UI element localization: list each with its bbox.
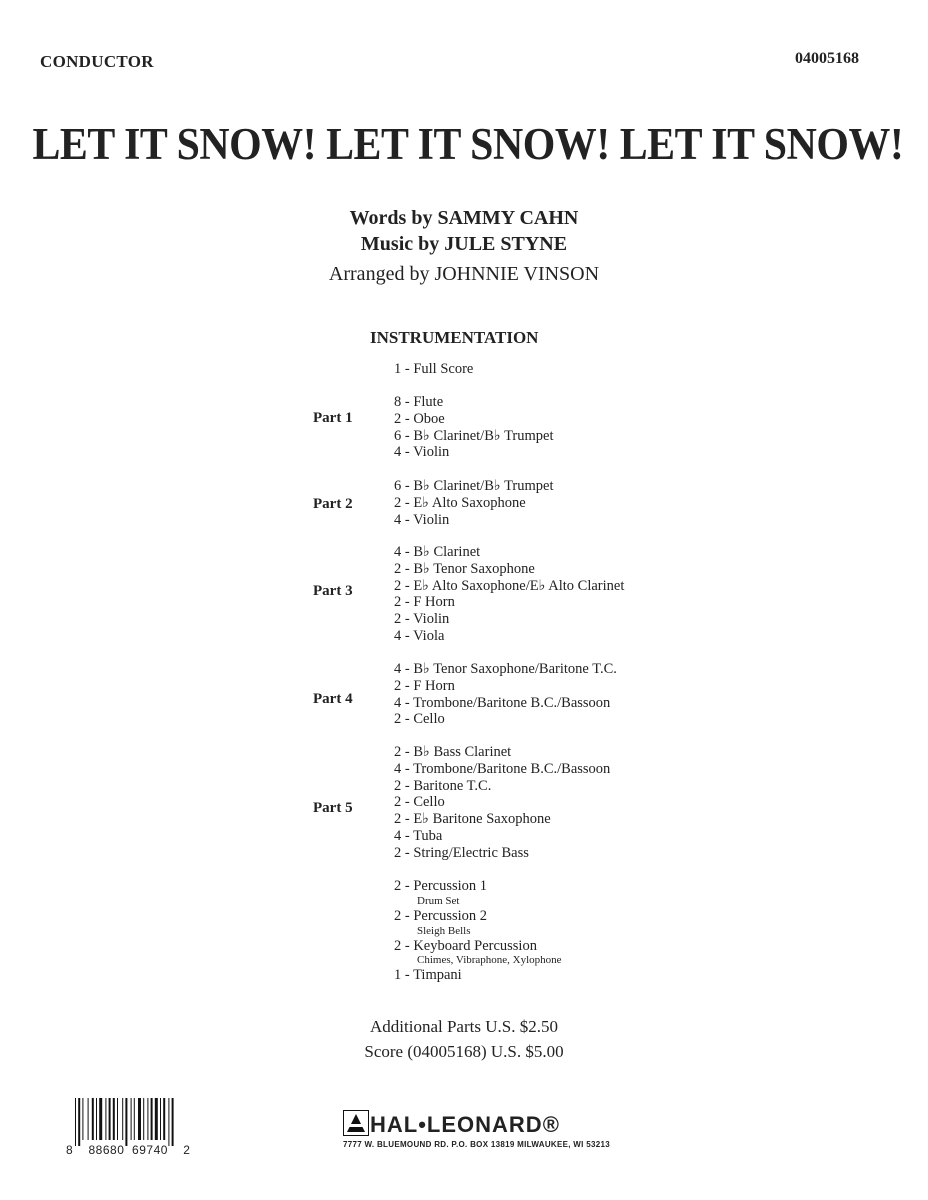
list-item: 2 - Keyboard Percussion bbox=[394, 937, 537, 954]
list-item: 6 - B♭ Clarinet/B♭ Trumpet bbox=[394, 478, 554, 494]
list-item: 2 - Violin bbox=[394, 611, 450, 628]
list-item: 2 - Cello bbox=[394, 794, 445, 811]
part-4-label: Part 4 bbox=[313, 691, 353, 707]
conductor-label: CONDUCTOR bbox=[40, 52, 154, 71]
song-title: LET IT SNOW! LET IT SNOW! LET IT SNOW! bbox=[32, 119, 904, 169]
list-item: 6 - B♭ Clarinet/B♭ Trumpet bbox=[394, 427, 554, 444]
list-item: 2 - B♭ Tenor Saxophone bbox=[394, 560, 535, 577]
part-5-label: Part 5 bbox=[313, 800, 353, 816]
list-item: 4 - Viola bbox=[394, 627, 445, 644]
arranger-credit: Arranged by JOHNNIE VINSON bbox=[328, 263, 600, 285]
list-item: 2 - Oboe bbox=[394, 410, 445, 427]
percussion-list bbox=[394, 878, 562, 984]
list-item-sub: Drum Set bbox=[417, 894, 460, 907]
publisher-name: HAL•LEONARD® bbox=[370, 1112, 560, 1137]
list-item: 4 - Trombone/Baritone B.C./Bassoon bbox=[394, 760, 611, 777]
full-score-line: 1 - Full Score bbox=[394, 361, 474, 377]
list-item: 2 - E♭ Alto Saxophone/E♭ Alto Clarinet bbox=[394, 577, 625, 594]
list-item: 2 - E♭ Baritone Saxophone bbox=[394, 811, 551, 828]
list-item: 2 - B♭ Bass Clarinet bbox=[394, 744, 512, 760]
list-item: 1 - Timpani bbox=[394, 967, 462, 984]
list-item: 4 - Tuba bbox=[394, 827, 443, 844]
credits bbox=[0, 205, 928, 289]
part-1-list bbox=[394, 394, 554, 461]
part-3-list bbox=[394, 544, 624, 645]
list-item: 4 - B♭ Clarinet bbox=[394, 544, 481, 560]
list-item: 2 - Percussion 2 bbox=[394, 907, 488, 924]
publisher-address: 7777 W. BLUEMOUND RD. P.O. BOX 13819 MILWAUKEE, WI 53213 bbox=[343, 1140, 610, 1149]
score-price: Score (04005168) U.S. $5.00 bbox=[364, 1042, 564, 1061]
words-credit: Words by SAMMY CAHN bbox=[349, 207, 579, 229]
part-3-label: Part 3 bbox=[313, 583, 353, 599]
part-5-list bbox=[394, 744, 610, 862]
additional-parts-price: Additional Parts U.S. $2.50 bbox=[370, 1017, 558, 1036]
list-item: 4 - Violin bbox=[394, 444, 450, 461]
list-item: 8 - Flute bbox=[394, 394, 444, 410]
list-item: 2 - String/Electric Bass bbox=[394, 844, 529, 861]
list-item: 2 - E♭ Alto Saxophone bbox=[394, 494, 526, 511]
list-item: 2 - F Horn bbox=[394, 677, 455, 694]
list-item: 2 - Cello bbox=[394, 711, 445, 728]
part-2-label: Part 2 bbox=[313, 496, 353, 512]
barcode-numbers: 8 88680 69740 2 bbox=[66, 1143, 191, 1157]
catalog-number: 04005168 bbox=[795, 50, 859, 67]
list-item: 4 - Trombone/Baritone B.C./Bassoon bbox=[394, 694, 611, 711]
list-item: 2 - F Horn bbox=[394, 594, 455, 611]
list-item-sub: Sleigh Bells bbox=[417, 924, 471, 937]
barcode-icon bbox=[75, 1098, 197, 1146]
instrumentation-heading: INSTRUMENTATION bbox=[370, 328, 539, 347]
part-4-list bbox=[394, 661, 617, 728]
prices bbox=[0, 1014, 928, 1064]
list-item: 2 - Baritone T.C. bbox=[394, 777, 492, 794]
music-credit: Music by JULE STYNE bbox=[360, 233, 568, 255]
list-item: 4 - Violin bbox=[394, 511, 450, 528]
part-1-label: Part 1 bbox=[313, 410, 353, 426]
list-item-sub: Chimes, Vibraphone, Xylophone bbox=[417, 954, 562, 967]
list-item: 2 - Percussion 1 bbox=[394, 878, 488, 894]
hal-leonard-logo-icon bbox=[343, 1110, 369, 1136]
list-item: 4 - B♭ Tenor Saxophone/Baritone T.C. bbox=[394, 661, 617, 677]
part-2-list bbox=[394, 478, 554, 528]
